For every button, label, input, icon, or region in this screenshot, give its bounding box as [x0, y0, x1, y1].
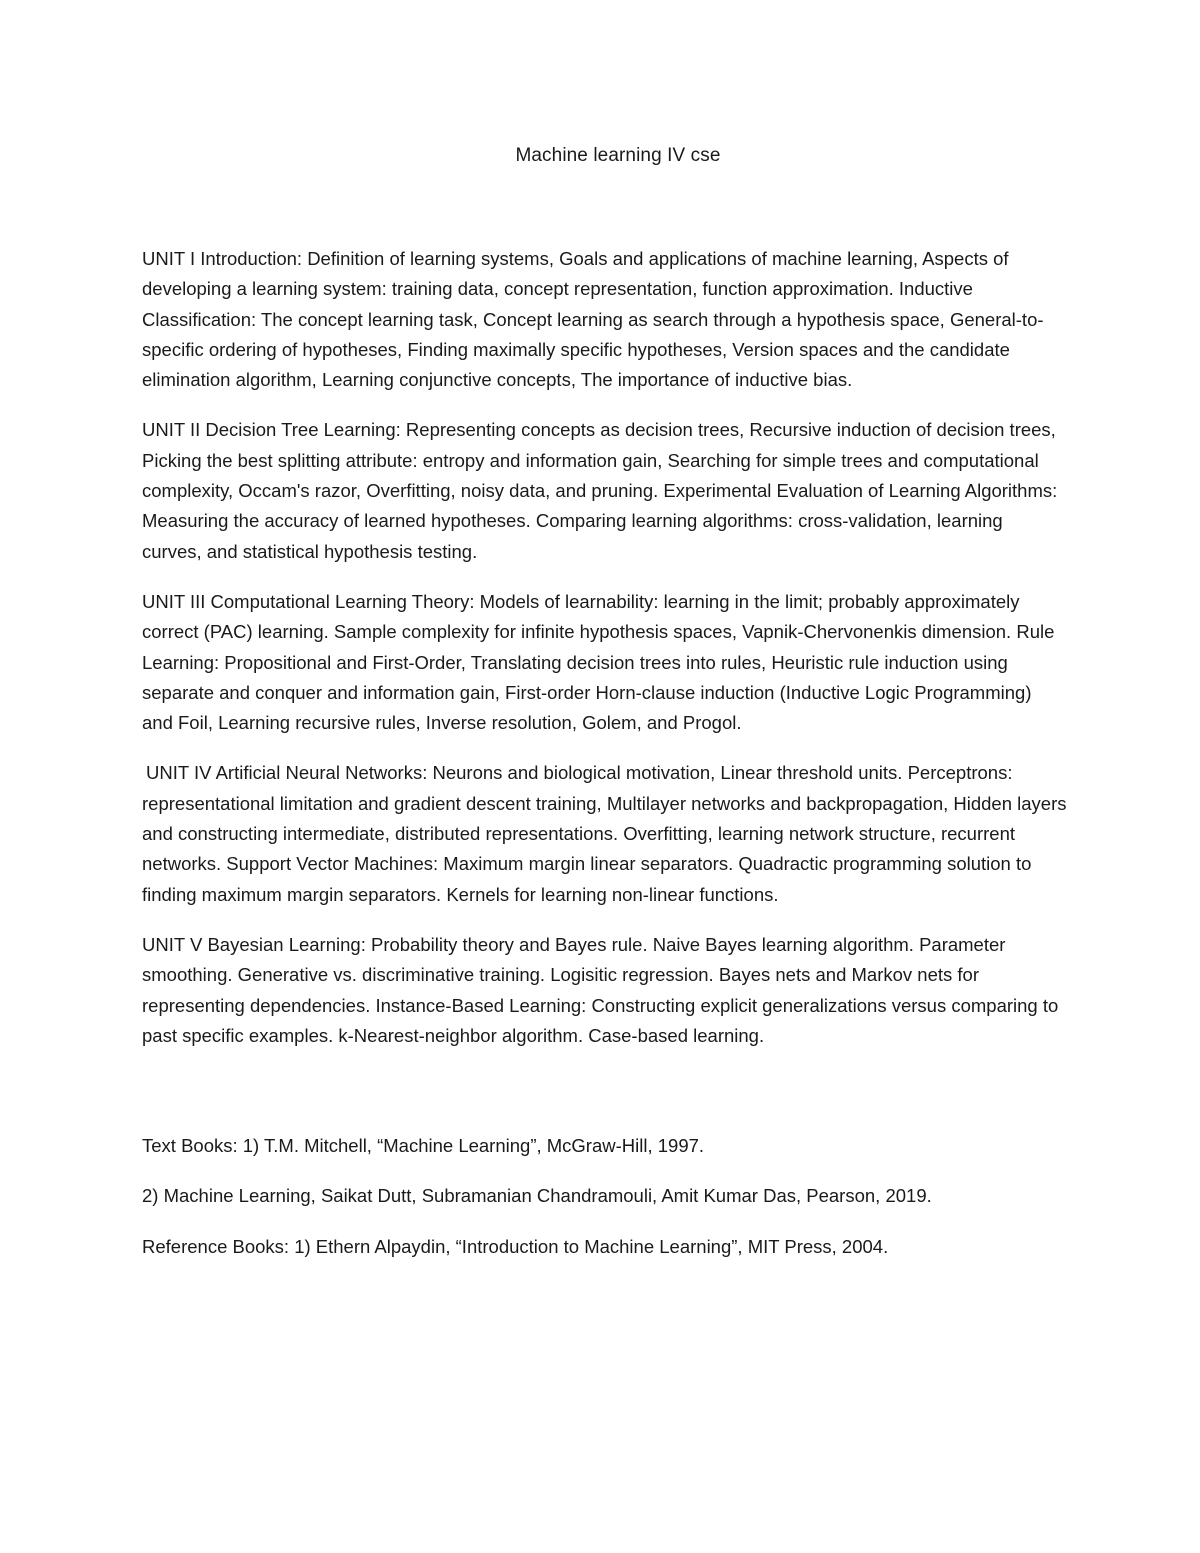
reference-books-line: Reference Books: 1) Ethern Alpaydin, “Introduction to Machine Learning”, MIT Press, 2004. — [142, 1235, 889, 1257]
text-books-line-1: Text Books: 1) T.M. Mitchell, “Machine Learning”, McGraw-Hill, 1997. — [142, 1135, 705, 1157]
unit-3-paragraph: UNIT III Computational Learning Theory: Models of learnability: learning in the limit; probably approximately correct (PAC) learning. Sample complexity for infinite hypothesis spaces, Vapnik-Chervonenkis dimension. Rule Learning: Propositional and First-Order, Translating decision trees into rules, Heuristic rule induction using separate and conquer and information gain, First-order Horn-clause induction (Inductive Logic Programming) and Foil, Learning recursive rules, Inverse resolution, Golem, and Progol. — [142, 590, 1055, 734]
unit-1-paragraph: UNIT I Introduction: Definition of learning systems, Goals and applications of machine learning, Aspects of developing a learning system: training data, concept representation, function approximation. Inductive Classification: The concept learning task, Concept learning as search through a hypothesis space, General-to-specific ordering of hypotheses, Finding maximally specific hypotheses, Version spaces and the candidate elimination algorithm, Learning conjunctive concepts, The importance of inductive bias. — [142, 248, 1044, 391]
section-gap — [142, 1071, 1067, 1131]
unit-5-paragraph: UNIT V Bayesian Learning: Probability theory and Bayes rule. Naive Bayes learning algorithm. Parameter smoothing. Generative vs. discriminative training. Logisitic regression. Bayes nets and Markov nets for representing dependencies. Instance-Based Learning: Constructing explicit generalizations versus comparing to past specific examples. k-Nearest-neighbor algorithm. Case-based learning. — [142, 933, 1059, 1046]
unit-2-paragraph: UNIT II Decision Tree Learning: Representing concepts as decision trees, Recursive induction of decision trees, Picking the best splitting attribute: entropy and information gain, Searching for simple trees and computational complexity, Occam's razor, Overfitting, noisy data, and pruning. Experimental Evaluation of Learning Algorithms: Measuring the accuracy of learned hypotheses. Comparing learning algorithms: cross-validation, learning curves, and statistical hypothesis testing. — [142, 419, 1058, 562]
document-body — [142, 244, 1067, 1282]
text-books-line-2: 2) Machine Learning, Saikat Dutt, Subramanian Chandramouli, Amit Kumar Das, Pearson, 2019. — [142, 1185, 932, 1207]
document-title: Machine learning IV cse — [515, 145, 721, 166]
unit-4-paragraph: UNIT IV Artificial Neural Networks: Neurons and biological motivation, Linear threshold units. Perceptrons: representational limitation and gradient descent training, Multilayer networks and backpropagation, Hidden layers and constructing intermediate, distributed representations. Overfitting, learning network structure, recurrent networks. Support Vector Machines: Maximum margin linear separators. Quadractic programming solution to finding maximum margin separators. Kernels for learning non-linear functions. — [142, 762, 1067, 905]
